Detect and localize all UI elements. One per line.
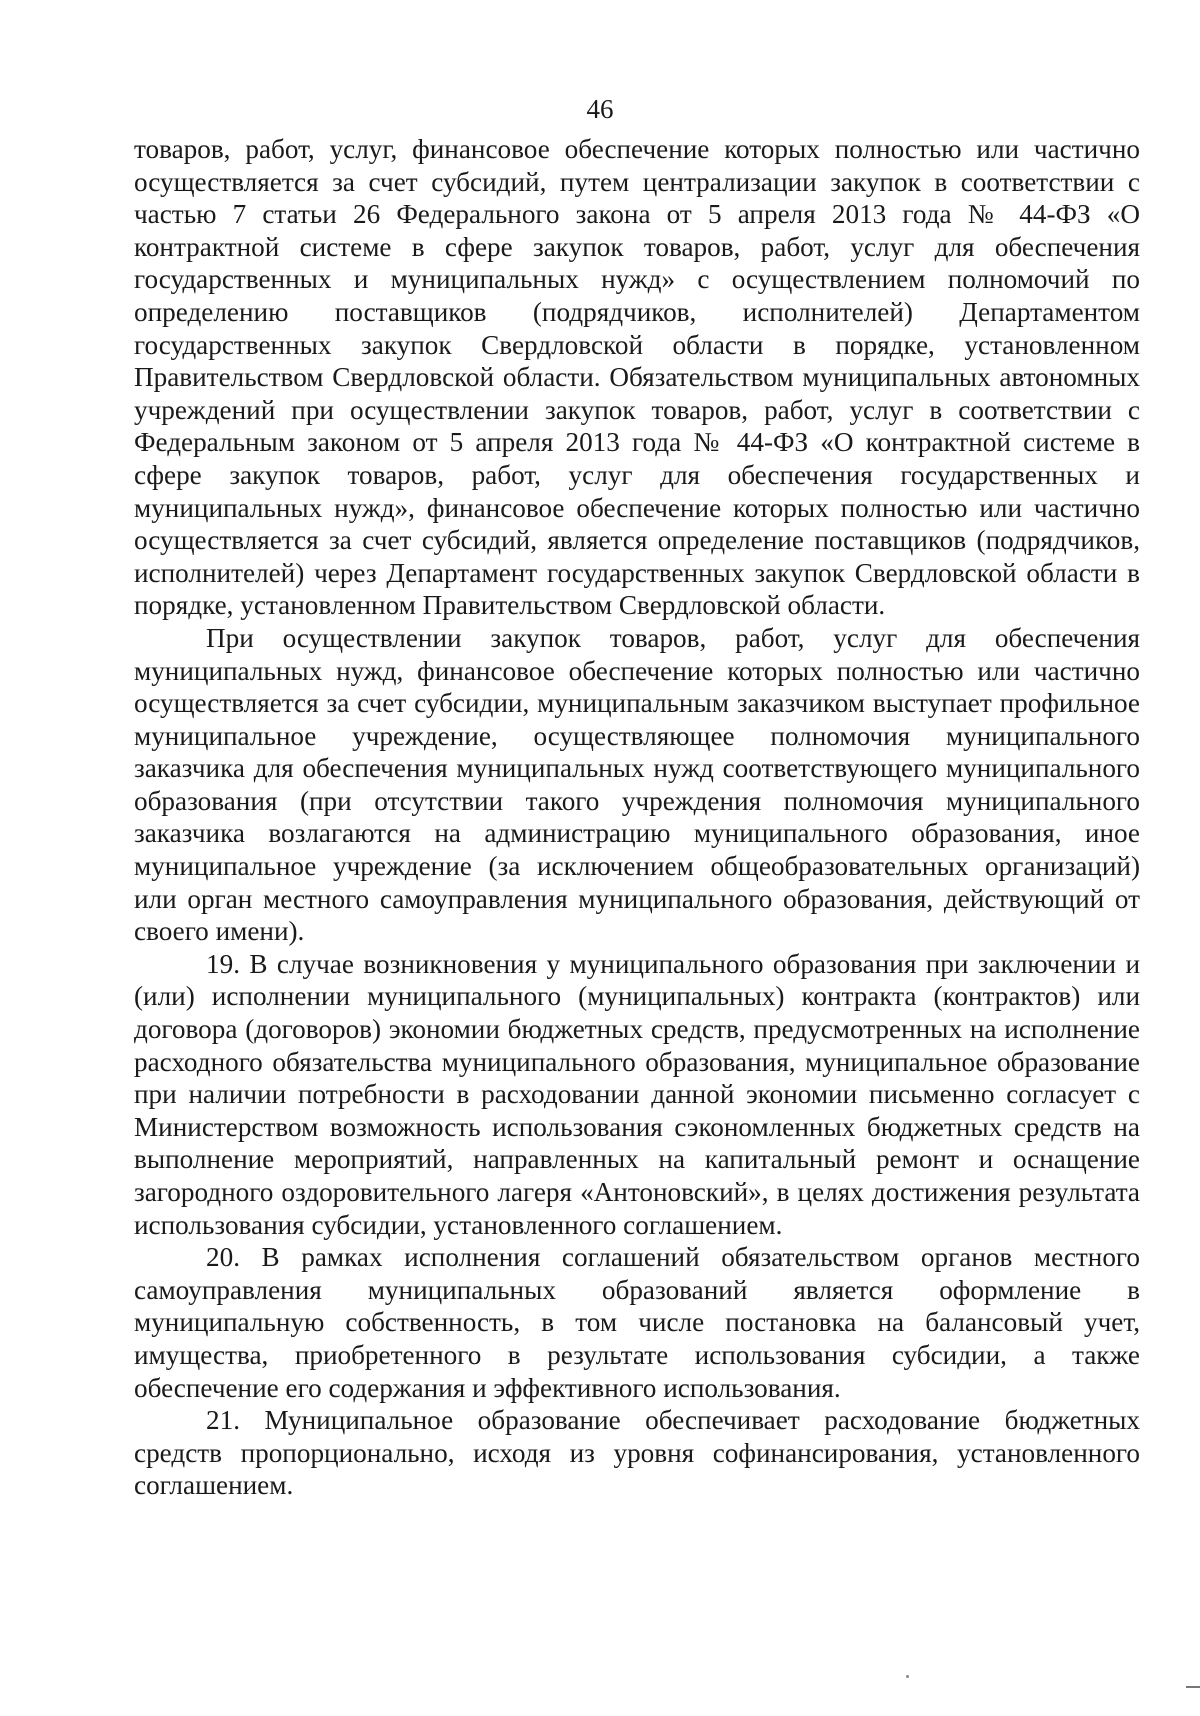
paragraph-continuation: товаров, работ, услуг, финансовое обеспечение которых полностью или частично осуществляется за счет субсидий, путем централизации закупок в соответствии с частью 7 статьи 26 Федерального закона от 5 апреля 2013 года № 44-ФЗ «О контрактной системе в сфере закупок товаров, работ, услуг для обеспечения государственных и муниципальных нужд» с осуществлением полномочий по определению поставщиков (подрядчиков, исполнителей) Департаментом государственных закупок Свердловской области в порядке, установленном Правительством Свердловской области. Обязательством муниципальных автономных учреждений при осуществлении закупок товаров, работ, услуг в соответствии с Федеральным законом от 5 апреля 2013 года № 44-ФЗ «О контрактной системе в сфере закупок товаров, работ, услуг для обеспечения государственных и муниципальных нужд», финансовое обеспечение которых полностью или частично осуществляется за счет субсидий, является определение поставщиков (подрядчиков, исполнителей) через Департамент государственных закупок Свердловской области в порядке, установленном Правительством Свердловской области. xyxy=(134,134,1140,621)
paragraph-procurement: При осуществлении закупок товаров, работ, услуг для обеспечения муниципальных нужд, финансовое обеспечение которых полностью или частично осуществляется за счет субсидии, муниципальным заказчиком выступает профильное муниципальное учреждение, осуществляющее полномочия муниципального заказчика для обеспечения муниципальных нужд соответствующего муниципального образования (при отсутствии такого учреждения полномочия муниципального заказчика возлагаются на администрацию муниципального образования, иное муниципальное учреждение (за исключением общеобразовательных организаций) или орган местного самоуправления муниципального образования, действующий от своего имени). xyxy=(134,622,1140,947)
scan-artifact-edge-mark xyxy=(1186,1686,1200,1688)
page-number: 46 xyxy=(586,94,614,124)
scan-artifact-dot xyxy=(906,1675,909,1678)
paragraph-clause-20: 20. В рамках исполнения соглашений обязательством органов местного самоуправления муниципальных образований является оформление в муниципальную собственность, в том числе постановка на балансовый учет, имущества, приобретенного в результате использования субсидии, а также обеспечение его содержания и эффективного использования. xyxy=(134,1242,1140,1403)
paragraph-clause-21: 21. Муниципальное образование обеспечивает расходование бюджетных средств пропорционально, исходя из уровня софинансирования, установленного соглашением. xyxy=(134,1405,1140,1501)
document-body xyxy=(134,133,1140,1502)
paragraph-clause-19: 19. В случае возникновения у муниципального образования при заключении и (или) исполнении муниципального (муниципальных) контракта (контрактов) или договора (договоров) экономии бюджетных средств, предусмотренных на исполнение расходного обязательства муниципального образования, муниципальное образование при наличии потребности в расходовании данной экономии письменно согласует с Министерством возможность использования сэкономленных бюджетных средств на выполнение мероприятий, направленных на капитальный ремонт и оснащение загородного оздоровительного лагеря «Антоновский», в целях достижения результата использования субсидии, установленного соглашением. xyxy=(134,948,1140,1240)
